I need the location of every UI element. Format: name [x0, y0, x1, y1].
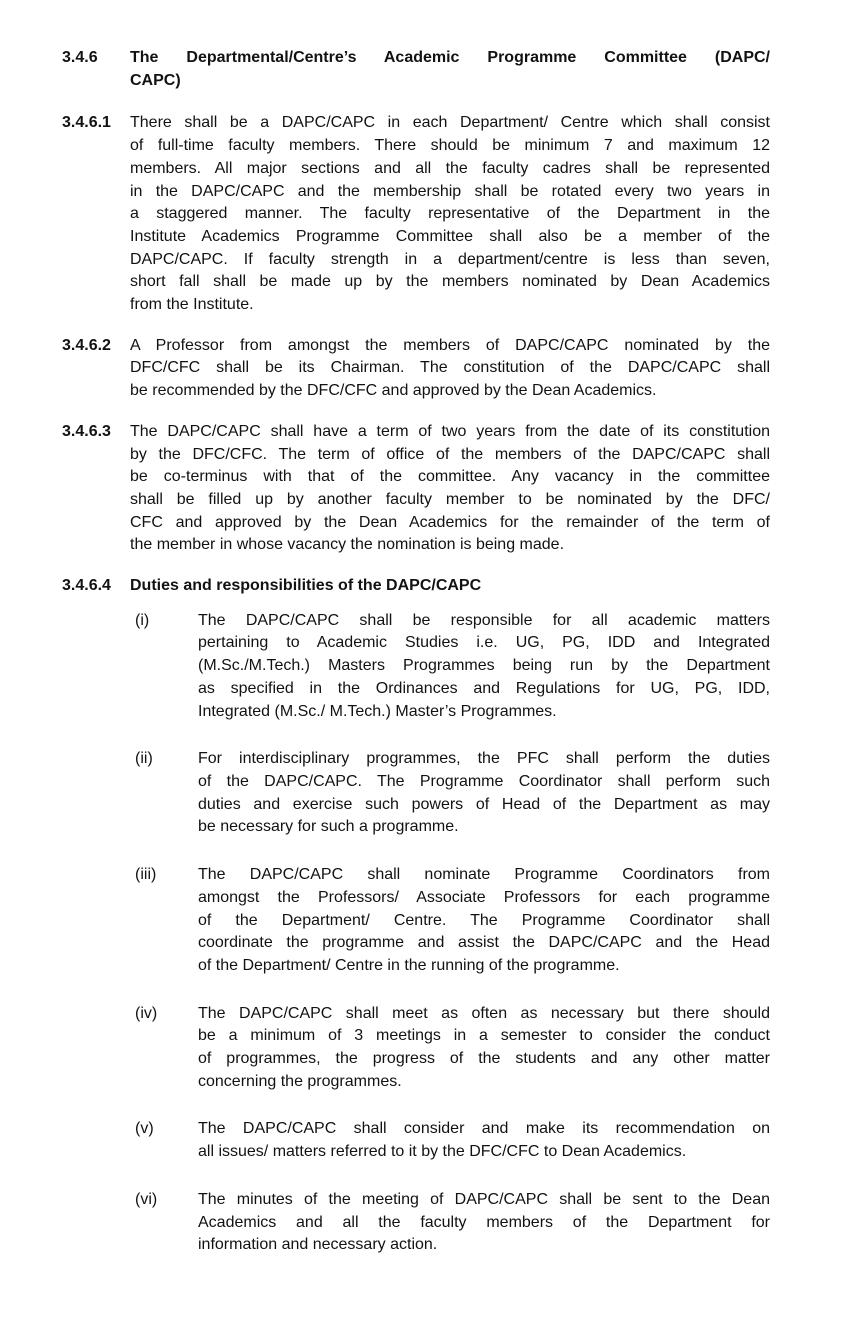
duty-item-iv [62, 1003, 770, 1094]
section-heading [62, 47, 770, 92]
duty-body [198, 1189, 770, 1257]
duty-text-line: be a minimum of 3 meetings in a semester to consider the conduct [198, 1027, 770, 1045]
duty-item-v [62, 1118, 770, 1163]
duty-body [198, 748, 770, 839]
duty-text-line: concerning the programmes. [198, 1072, 402, 1090]
clause-body [130, 112, 770, 316]
duty-text-line: pertaining to Academic Studies i.e. UG, PG, IDD and Integrated [198, 634, 770, 652]
list-marker: (iv) [135, 1004, 158, 1022]
duty-item-i [62, 610, 770, 724]
duty-text-line: of programmes, the progress of the students and any other matter [198, 1050, 770, 1068]
duty-text-line: For interdisciplinary programmes, the PFC shall perform the duties [198, 750, 770, 768]
list-marker: (ii) [135, 750, 153, 768]
subsection-title: Duties and responsibilities of the DAPC/CAPC [130, 577, 482, 595]
duty-body [198, 610, 770, 724]
clause-body [130, 335, 770, 403]
clause-text-line: of full-time faculty members. There should be minimum 7 and maximum 12 [130, 137, 770, 155]
clause-text-line: There shall be a DAPC/CAPC in each Department/ Centre which shall consist [130, 114, 770, 132]
clause-text-line: from the Institute. [130, 296, 254, 314]
duty-text-line: (M.Sc./M.Tech.) Masters Programmes being run by the Department [198, 657, 770, 675]
duty-text-line: of the Department/ Centre. The Programme Coordinator shall [198, 911, 770, 929]
duty-text-line: The DAPC/CAPC shall be responsible for all academic matters [198, 611, 770, 629]
list-marker: (vi) [135, 1190, 158, 1208]
clause-text-line: The DAPC/CAPC shall have a term of two years from the date of its constitution [130, 422, 770, 440]
duty-text-line: The minutes of the meeting of DAPC/CAPC shall be sent to the Dean [198, 1190, 770, 1208]
clause-text-line: the member in whose vacancy the nomination is being made. [130, 536, 565, 554]
duty-text-line: duties and exercise such powers of Head of the Department as may [198, 795, 770, 813]
duty-text-line: coordinate the programme and assist the DAPC/CAPC and the Head [198, 934, 770, 952]
duty-item-ii [62, 748, 770, 839]
duty-text-line: amongst the Professors/ Associate Professors for each programme [198, 888, 770, 906]
subsection-number: 3.4.6.4 [62, 577, 111, 595]
clause-text-line: Institute Academics Programme Committee shall also be a member of the [130, 227, 770, 245]
clause-number: 3.4.6.2 [62, 336, 111, 354]
duty-text-line: The DAPC/CAPC shall nominate Programme Coordinators from [198, 866, 770, 884]
clause-text-line: be co-terminus with that of the committee. Any vacancy in the committee [130, 468, 770, 486]
clause-number: 3.4.6.1 [62, 114, 111, 132]
clause-number: 3.4.6.3 [62, 422, 111, 440]
duty-text-line: Integrated (M.Sc./ M.Tech.) Master’s Programmes. [198, 702, 557, 720]
duty-text-line: of the DAPC/CAPC. The Programme Coordinator shall perform such [198, 772, 770, 790]
clause-text-line: shall be filled up by another faculty member to be nominated by the DFC/ [130, 490, 770, 508]
clause-3-4-6-3 [62, 421, 770, 557]
clause-3-4-6-2 [62, 335, 770, 403]
clause-text-line: CFC and approved by the Dean Academics for the remainder of the term of [130, 513, 770, 531]
clause-body [130, 421, 770, 557]
clause-text-line: by the DFC/CFC. The term of office of the members of the DAPC/CAPC shall [130, 445, 770, 463]
duty-body [198, 1118, 770, 1163]
duty-body [198, 864, 770, 978]
section-title-line-1: The Departmental/Centre’s Academic Programme Committee (DAPC/ [130, 49, 770, 66]
section-title [130, 47, 770, 92]
list-marker: (iii) [135, 866, 157, 884]
duty-body [198, 1003, 770, 1094]
duty-text-line: as specified in the Ordinances and Regulations for UG, PG, IDD, [198, 679, 770, 697]
duty-text-line: Academics and all the faculty members of the Department for [198, 1213, 770, 1231]
clause-text-line: members. All major sections and all the faculty cadres shall be represented [130, 159, 770, 177]
clause-3-4-6-1 [62, 112, 770, 316]
clause-text-line: DFC/CFC shall be its Chairman. The constitution of the DAPC/CAPC shall [130, 359, 770, 377]
list-marker: (i) [135, 611, 150, 629]
clause-text-line: a staggered manner. The faculty representative of the Department in the [130, 205, 770, 223]
duty-text-line: be necessary for such a programme. [198, 818, 459, 836]
clause-text-line: short fall shall be made up by the members nominated by Dean Academics [130, 273, 770, 291]
subsection-heading [62, 575, 770, 598]
clause-text-line: be recommended by the DFC/CFC and approved by the Dean Academics. [130, 382, 657, 400]
duty-item-vi [62, 1189, 770, 1257]
duty-item-iii [62, 864, 770, 978]
list-marker: (v) [135, 1120, 154, 1138]
clause-text-line: A Professor from amongst the members of DAPC/CAPC nominated by the [130, 336, 770, 354]
duty-text-line: The DAPC/CAPC shall consider and make its recommendation on [198, 1120, 770, 1138]
clause-text-line: DAPC/CAPC. If faculty strength in a department/centre is less than seven, [130, 250, 770, 268]
duty-text-line: of the Department/ Centre in the running of the programme. [198, 956, 620, 974]
clause-text-line: in the DAPC/CAPC and the membership shall be rotated every two years in [130, 182, 770, 200]
duty-text-line: all issues/ matters referred to it by the DFC/CFC to Dean Academics. [198, 1143, 687, 1161]
duty-text-line: information and necessary action. [198, 1236, 438, 1254]
section-title-line-2: CAPC) [130, 71, 181, 89]
section-number: 3.4.6 [62, 49, 98, 66]
duties-list [62, 610, 770, 1257]
duty-text-line: The DAPC/CAPC shall meet as often as necessary but there should [198, 1004, 770, 1022]
subsection-title-wrap [130, 575, 770, 598]
